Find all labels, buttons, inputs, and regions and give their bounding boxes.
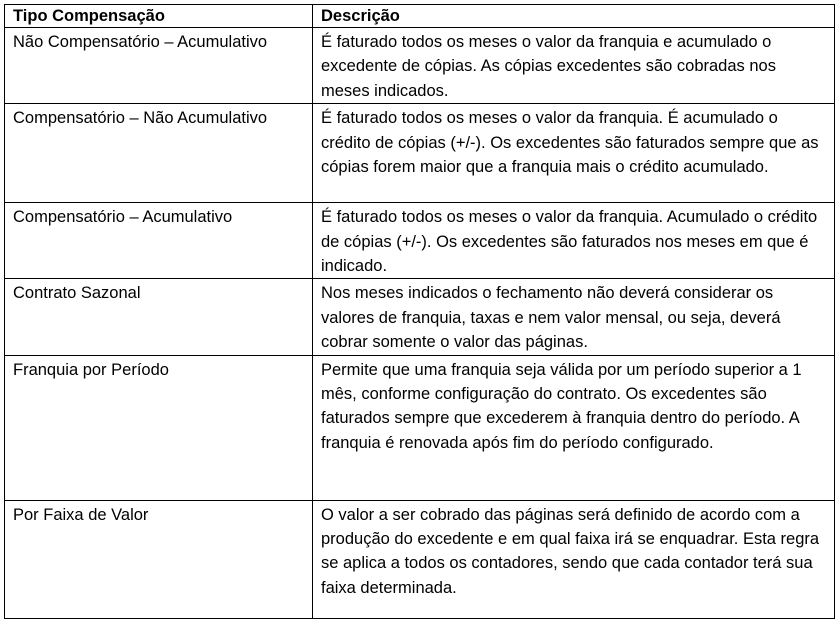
table-row — [5, 279, 835, 355]
cell-tipo: Franquia por Período — [5, 355, 313, 500]
column-header-tipo: Tipo Compensação — [5, 5, 313, 28]
cell-tipo: Compensatório – Não Acumulativo — [5, 104, 313, 203]
cell-descricao: É faturado todos os meses o valor da franquia e acumulado o excedente de cópias. As cópias excedentes são cobradas nos meses indicados. — [313, 28, 835, 104]
table-row — [5, 500, 835, 618]
table-row — [5, 203, 835, 279]
table-row — [5, 355, 835, 500]
cell-descricao: Permite que uma franquia seja válida por um período superior a 1 mês, conforme configuração do contrato. Os excedentes são faturados sempre que excederem à franquia dentro do período. A franquia é renovada após fim do período configurado. — [313, 355, 835, 500]
cell-descricao: Nos meses indicados o fechamento não deverá considerar os valores de franquia, taxas e nem valor mensal, ou seja, deverá cobrar somente o valor das páginas. — [313, 279, 835, 355]
table-row — [5, 104, 835, 203]
cell-tipo: Compensatório – Acumulativo — [5, 203, 313, 279]
table-header-row — [5, 5, 835, 28]
cell-tipo: Por Faixa de Valor — [5, 500, 313, 618]
cell-descricao: É faturado todos os meses o valor da franquia. Acumulado o crédito de cópias (+/-). Os excedentes são faturados nos meses em que é indicado. — [313, 203, 835, 279]
cell-tipo: Contrato Sazonal — [5, 279, 313, 355]
table-row — [5, 28, 835, 104]
column-header-descricao: Descrição — [313, 5, 835, 28]
cell-descricao: É faturado todos os meses o valor da franquia. É acumulado o crédito de cópias (+/-). Os excedentes são faturados sempre que as cópias forem maior que a franquia mais o crédito acumulado. — [313, 104, 835, 203]
compensation-types-table — [4, 4, 835, 619]
cell-tipo: Não Compensatório – Acumulativo — [5, 28, 313, 104]
cell-descricao: O valor a ser cobrado das páginas será definido de acordo com a produção do excedente e em qual faixa irá se enquadrar. Esta regra se aplica a todos os contadores, sendo que cada contador terá sua faixa determinada. — [313, 500, 835, 618]
